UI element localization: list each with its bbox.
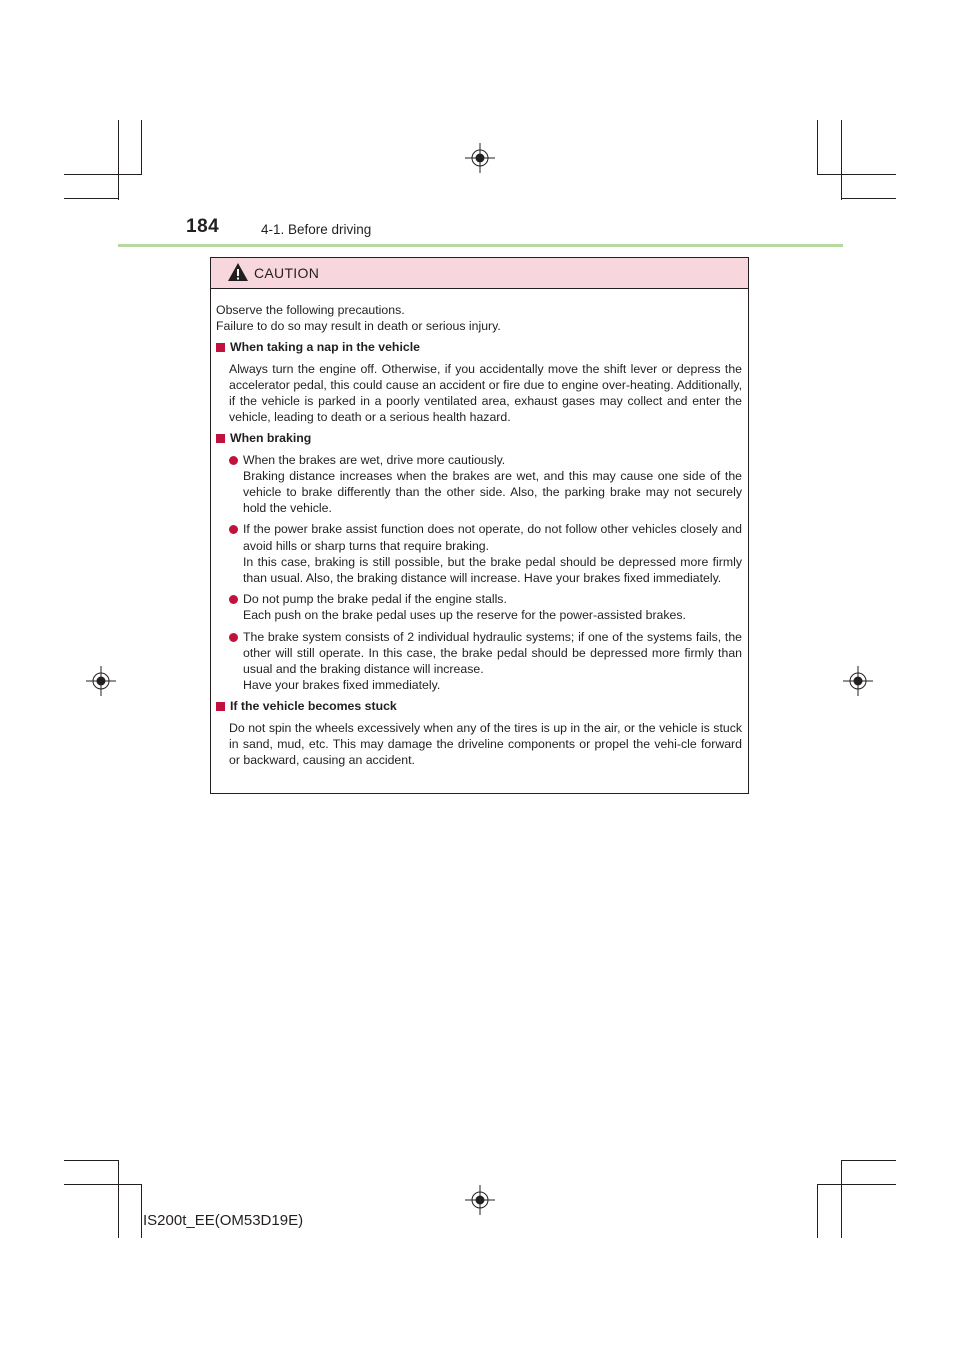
crop-mark [841, 198, 896, 199]
crop-mark [841, 1160, 842, 1238]
bullet-line: Do not pump the brake pedal if the engine stalls. [243, 592, 507, 607]
subheading-braking: When braking [216, 430, 742, 446]
bullet-dot-icon [229, 456, 238, 465]
bullet-line: Have your brakes fixed immediately. [243, 678, 441, 693]
crop-mark [64, 1160, 119, 1161]
crop-mark [141, 120, 142, 174]
caution-body [211, 289, 748, 768]
stuck-paragraph: Do not spin the wheels excessively when any of the tires is up in the air, or the vehicle is stuck in sand, mud, etc. This may damage the driveline components or propel the vehi-cle forward or backward, causing an accident. [229, 720, 742, 768]
bullet-dot-icon [229, 595, 238, 604]
list-item [216, 629, 742, 694]
crop-mark [64, 174, 142, 175]
nap-paragraph: Always turn the engine off. Otherwise, if you accidentally move the shift lever or depress the accelerator pedal, this could cause an accident or fire due to engine over-heating. Additionally, if the vehicle is parked in a poorly ventilated area, exhaust gases may collect and enter the vehicle, leading to death or a serious health hazard. [229, 361, 742, 425]
bullet-line: The brake system consists of 2 individual hydraulic systems; if one of the systems fails, the other will still operate. In this case, the brake pedal should be depressed more firmly than usual and the braking distance will increase. [243, 629, 742, 677]
registration-mark-icon [465, 143, 495, 173]
crop-mark [118, 120, 119, 200]
registration-mark-icon [465, 1185, 495, 1215]
bullet-line: When the brakes are wet, drive more cautiously. [243, 452, 506, 467]
caution-box [210, 257, 749, 794]
warning-triangle-icon [227, 262, 249, 282]
header-rule [118, 244, 843, 247]
section-title: 4-1. Before driving [261, 222, 372, 237]
crop-mark [817, 174, 896, 175]
bullet-line: In this case, braking is still possible, but the brake pedal should be depressed more firmly than usual. Also, the braking distance will increase. Have your brakes fixed immediately. [243, 554, 742, 586]
bullet-dot-icon [229, 525, 238, 534]
caution-header [211, 258, 748, 289]
bullet-line: Braking distance increases when the brakes are wet, and this may cause one side of the vehicle to brake differently than the other side. Also, the parking brake may not securely hold the vehicle. [243, 468, 742, 516]
registration-mark-icon [843, 666, 873, 696]
intro-line: Observe the following precautions. [216, 303, 405, 317]
bullet-line: If the power brake assist function does not operate, do not follow other vehicles closely and avoid hills or sharp turns that require braking. [243, 522, 742, 553]
list-item [216, 591, 742, 623]
crop-mark [64, 1184, 142, 1185]
subheading-nap: When taking a nap in the vehicle [216, 339, 742, 355]
crop-mark [817, 1184, 818, 1238]
crop-mark [841, 120, 842, 200]
list-item [216, 521, 742, 586]
crop-mark [817, 1184, 896, 1185]
list-item [216, 452, 742, 517]
crop-mark [817, 120, 818, 174]
caution-intro [216, 302, 742, 334]
caution-label: CAUTION [254, 265, 320, 281]
bullet-dot-icon [229, 633, 238, 642]
crop-mark [141, 1184, 142, 1238]
crop-mark [841, 1160, 896, 1161]
registration-mark-icon [86, 666, 116, 696]
bullet-line: Each push on the brake pedal uses up the reserve for the power-assisted brakes. [243, 608, 686, 623]
page-number: 184 [186, 216, 220, 237]
subheading-stuck: If the vehicle becomes stuck [216, 698, 742, 714]
crop-mark [118, 1160, 119, 1238]
document-code: IS200t_EE(OM53D19E) [143, 1212, 304, 1229]
crop-mark [64, 198, 119, 199]
intro-line: Failure to do so may result in death or serious injury. [216, 319, 501, 334]
